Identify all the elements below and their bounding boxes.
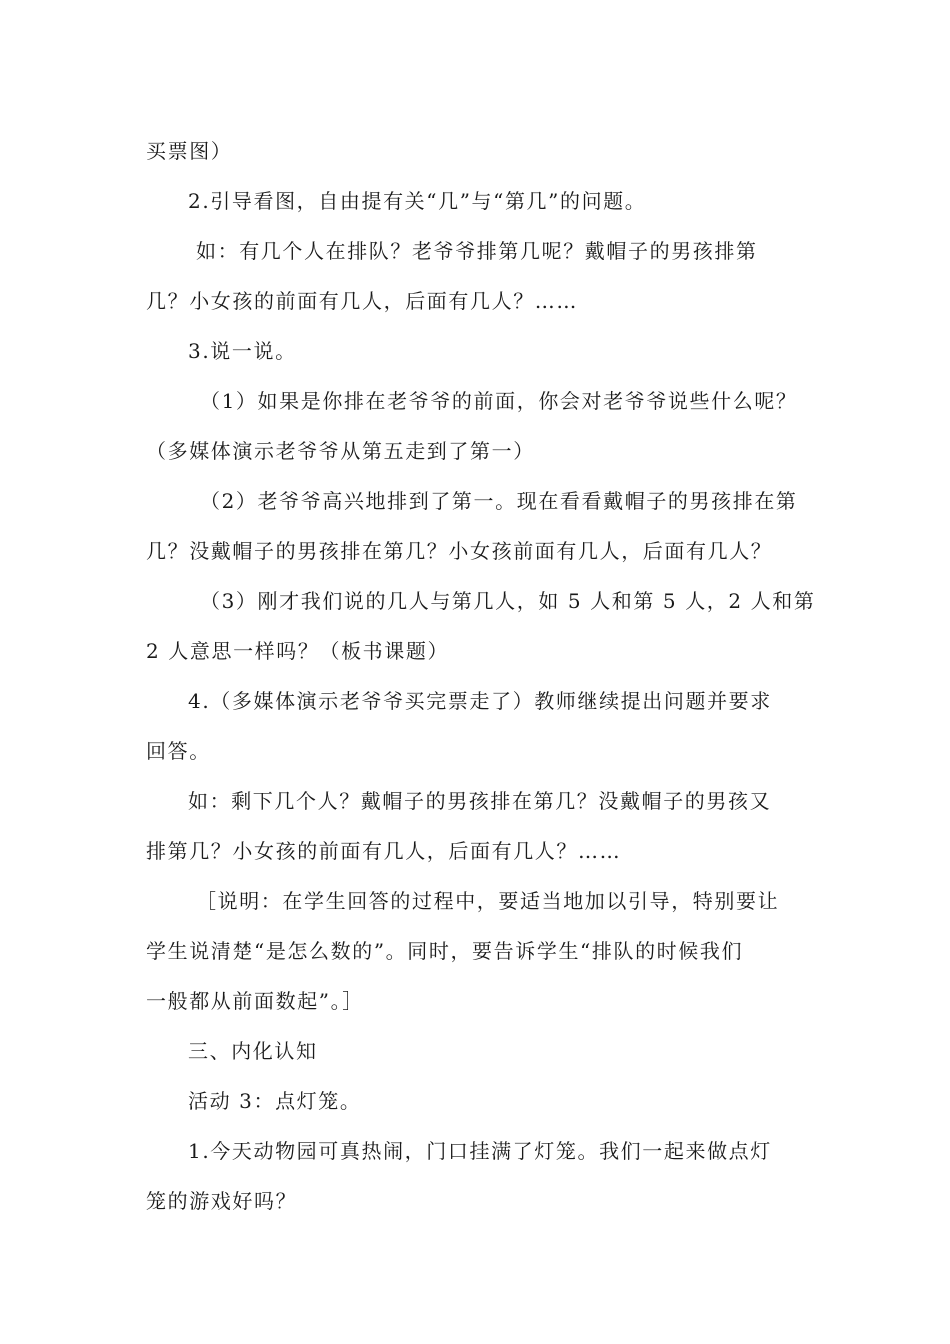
text-line-step-2: 2.引导看图，自由提有关“几”与“第几”的问题。 [188, 189, 647, 213]
section-heading: 三、内化认知 [188, 1039, 318, 1063]
text-line-item-3: （3）刚才我们说的几人与第几人，如 5 人和第 5 人，2 人和第 [200, 589, 816, 613]
text-line-note-cont: 学生说清楚“是怎么数的”。同时，要告诉学生“排队的时候我们 [146, 939, 744, 963]
text-line-item-2-cont: 几？没戴帽子的男孩排在第几？小女孩前面有几人，后面有几人？ [146, 539, 773, 563]
text-line-item-1-note: （多媒体演示老爷爷从第五走到了第一） [146, 439, 535, 463]
text-line-note-end: 一般都从前面数起”。］ [146, 989, 364, 1013]
text-line-example-2: 如：剩下几个人？戴帽子的男孩排在第几？没戴帽子的男孩又 [188, 789, 772, 813]
text-line-item-2: （2）老爷爷高兴地排到了第一。现在看看戴帽子的男孩排在第 [200, 489, 798, 513]
text-line-step-4-cont: 回答。 [146, 739, 211, 763]
text-line-step-4: 4.（多媒体演示老爷爷买完票走了）教师继续提出问题并要求 [188, 689, 772, 713]
text-line-activity-3-step-1-cont: 笼的游戏好吗？ [146, 1189, 298, 1213]
text-line-example-questions-cont: 几？小女孩的前面有几人，后面有几人？…… [146, 289, 578, 313]
text-line-item-1: （1）如果是你排在老爷爷的前面，你会对老爷爷说些什么呢？ [200, 389, 798, 413]
text-line-example-2-cont: 排第几？小女孩的前面有几人，后面有几人？…… [146, 839, 622, 863]
text-line-item-3-cont: 2 人意思一样吗？（板书课题） [146, 639, 450, 663]
text-line-activity-3: 活动 3：点灯笼。 [188, 1089, 362, 1113]
text-line-step-3: 3.说一说。 [188, 339, 297, 363]
text-line-note: ［说明：在学生回答的过程中，要适当地加以引导，特别要让 [196, 889, 780, 913]
text-line-activity-3-step-1: 1.今天动物园可真热闹，门口挂满了灯笼。我们一起来做点灯 [188, 1139, 772, 1163]
text-line-continuation: 买票图） [146, 139, 233, 163]
text-line-example-questions: 如：有几个人在排队？老爷爷排第几呢？戴帽子的男孩排第 [196, 239, 758, 263]
